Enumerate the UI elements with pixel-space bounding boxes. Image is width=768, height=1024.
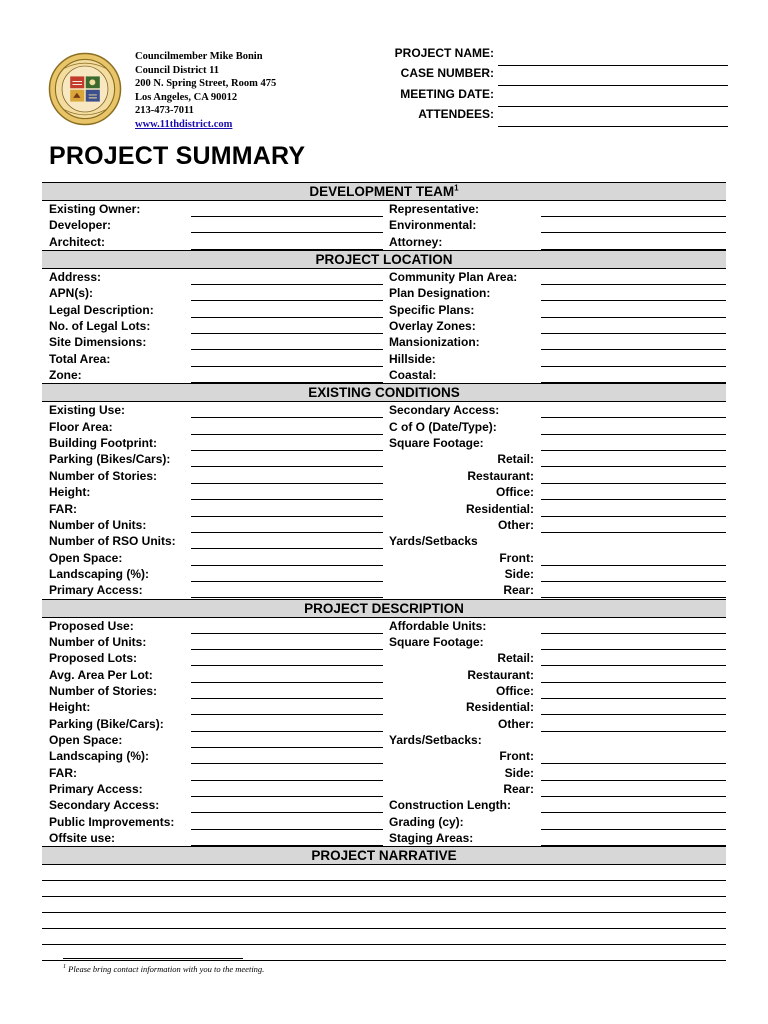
narrative-line[interactable] <box>42 944 726 945</box>
field-label-left: Site Dimensions: <box>49 335 147 350</box>
section-header <box>42 182 726 201</box>
field-label-right: Representative: <box>389 202 480 216</box>
field-label-left: Number of Stories: <box>49 468 158 483</box>
form-row <box>42 699 726 715</box>
footnote-mark: 1 <box>63 964 66 971</box>
form-row <box>42 650 726 666</box>
field-label-right: Environmental: <box>389 218 477 233</box>
section-title: EXISTING CONDITIONS <box>308 385 460 401</box>
field-label-left: FAR: <box>49 501 77 516</box>
form-row <box>42 830 726 846</box>
form-row <box>42 667 726 683</box>
attendees-row <box>380 105 728 125</box>
field-label-right: Other: <box>498 517 534 532</box>
field-label-left: Developer: <box>49 218 112 233</box>
form-row <box>42 217 726 233</box>
field-label-right: Front: <box>499 550 534 565</box>
field-label-left: Existing Owner: <box>49 202 141 216</box>
form-row <box>42 716 726 732</box>
footnote-ref: 1 <box>454 183 459 193</box>
section-rows <box>42 201 726 250</box>
field-label-left: Number of RSO Units: <box>49 534 176 549</box>
field-label-left: Address: <box>49 270 102 285</box>
field-label-left: Height: <box>49 485 91 500</box>
field-label-left: Primary Access: <box>49 782 143 796</box>
field-label-right: Restaurant: <box>467 468 534 483</box>
field-label-right: Affordable Units: <box>389 618 487 633</box>
office-phone: 213-473-7011 <box>135 105 194 116</box>
section-rows <box>42 618 726 847</box>
attendees-field[interactable] <box>498 126 728 127</box>
section-title: PROJECT DESCRIPTION <box>304 600 464 616</box>
narrative-line[interactable] <box>42 880 726 881</box>
field-label-right: Retail: <box>497 651 534 666</box>
field-label-left: Existing Use: <box>49 403 126 418</box>
footnote <box>63 964 264 974</box>
form-row <box>42 634 726 650</box>
form-row <box>42 419 726 435</box>
field-label-right: Yards/Setbacks <box>389 534 478 549</box>
form-row <box>42 318 726 334</box>
field-label-right: Square Footage: <box>389 634 484 649</box>
field-label-right: Community Plan Area: <box>389 270 518 285</box>
form-row <box>42 566 726 582</box>
field-label-left: Offsite use: <box>49 831 116 846</box>
narrative-line[interactable] <box>42 896 726 897</box>
field-label-left: Avg. Area Per Lot: <box>49 667 153 682</box>
field-label-right: Office: <box>495 485 534 500</box>
field-input-right[interactable] <box>541 597 726 598</box>
field-label-left: Secondary Access: <box>49 798 160 813</box>
website-link[interactable]: www.11thdistrict.com <box>135 118 233 130</box>
form-row <box>42 517 726 533</box>
form-row <box>42 550 726 566</box>
section-header <box>42 383 726 402</box>
field-label-left: Landscaping (%): <box>49 749 150 764</box>
form-row <box>42 484 726 500</box>
section-rows <box>42 402 726 598</box>
councilmember-name: Councilmember Mike Bonin <box>135 51 263 62</box>
narrative-line[interactable] <box>42 928 726 929</box>
field-label-right: Grading (cy): <box>389 814 464 829</box>
form-row <box>42 501 726 517</box>
field-label-left: Number of Units: <box>49 517 147 532</box>
form-row <box>42 582 726 598</box>
project-name-label: PROJECT NAME: <box>394 46 494 60</box>
field-label-right: Front: <box>499 749 534 764</box>
form-row <box>42 533 726 549</box>
form-row <box>42 269 726 285</box>
form-row <box>42 351 726 367</box>
form-row <box>42 435 726 451</box>
field-input-left[interactable] <box>191 845 383 846</box>
field-label-right: Restaurant: <box>467 667 534 682</box>
narrative-line[interactable] <box>42 912 726 913</box>
form-row <box>42 781 726 797</box>
attendees-label: ATTENDEES: <box>418 106 494 121</box>
section-header-narrative: PROJECT NARRATIVE <box>42 846 726 865</box>
field-label-right: Side: <box>504 566 534 581</box>
field-label-left: Public Improvements: <box>49 814 175 829</box>
field-label-right: Overlay Zones: <box>389 319 476 334</box>
field-label-right: Square Footage: <box>389 436 484 451</box>
field-label-left: Number of Stories: <box>49 683 158 698</box>
field-label-right: Residential: <box>465 501 534 516</box>
council-contact-block <box>135 50 276 131</box>
field-input-left[interactable] <box>191 382 383 383</box>
field-label-left: APN(s): <box>49 286 93 301</box>
form-row <box>42 367 726 383</box>
field-label-left: FAR: <box>49 765 77 780</box>
office-street: 200 N. Spring Street, Room 475 <box>135 78 277 89</box>
form-row <box>42 402 726 418</box>
section-rows <box>42 269 726 383</box>
field-label-right: Attorney: <box>389 234 443 249</box>
office-city: Los Angeles, CA 90012 <box>135 91 238 103</box>
field-label-right: Hillside: <box>389 351 436 366</box>
field-label-left: Building Footprint: <box>49 436 157 451</box>
field-label-right: Residential: <box>465 700 534 715</box>
field-label-right: Mansionization: <box>389 335 480 350</box>
form-row <box>42 814 726 830</box>
field-label-right: Rear: <box>503 583 534 598</box>
field-input-right[interactable] <box>541 845 726 846</box>
form-row <box>42 683 726 699</box>
field-label-left: Parking (Bike/Cars): <box>49 716 164 731</box>
field-label-right: Construction Length: <box>389 798 511 813</box>
meeting-date-label: MEETING DATE: <box>400 86 494 101</box>
field-label-left: Legal Description: <box>49 302 154 317</box>
field-label-left: Primary Access: <box>49 583 143 598</box>
field-label-right: Rear: <box>503 782 534 796</box>
form-row <box>42 748 726 764</box>
footnote-text: Please bring contact information with you to the meeting. <box>68 964 265 974</box>
field-label-left: Open Space: <box>49 550 123 565</box>
page-title: PROJECT SUMMARY <box>49 142 306 170</box>
form-row <box>42 451 726 467</box>
form-row <box>42 334 726 350</box>
project-name-row <box>380 44 728 64</box>
field-label-right: Side: <box>504 765 534 780</box>
case-number-row <box>380 64 728 84</box>
form-row <box>42 285 726 301</box>
field-label-right: Staging Areas: <box>389 831 474 846</box>
field-label-left: Landscaping (%): <box>49 566 150 581</box>
form-row <box>42 234 726 250</box>
field-label-left: Architect: <box>49 234 106 249</box>
field-label-right: Yards/Setbacks: <box>389 732 482 747</box>
section-title: DEVELOPMENT TEAM <box>309 184 455 199</box>
field-label-left: Height: <box>49 700 91 715</box>
project-summary-form <box>42 182 726 975</box>
field-label-left: Parking (Bikes/Cars): <box>49 452 171 467</box>
council-district: Council District 11 <box>135 64 219 76</box>
field-label-right: C of O (Date/Type): <box>389 419 497 434</box>
section-title: PROJECT LOCATION <box>315 252 453 268</box>
field-label-left: Number of Units: <box>49 634 147 649</box>
form-row <box>42 797 726 813</box>
field-label-right: Office: <box>495 683 534 698</box>
field-label-right: Coastal: <box>389 368 437 383</box>
field-label-right: Specific Plans: <box>389 302 475 317</box>
city-seal-logo <box>48 52 122 126</box>
field-input-left[interactable] <box>191 249 383 250</box>
field-label-left: Floor Area: <box>49 419 113 434</box>
footnote-rule <box>63 958 243 959</box>
section-header <box>42 250 726 269</box>
field-label-left: Total Area: <box>49 351 111 366</box>
case-number-label: CASE NUMBER: <box>400 66 494 81</box>
field-input-right[interactable] <box>541 249 726 250</box>
field-label-right: Plan Designation: <box>389 286 491 301</box>
meeting-date-row <box>380 85 728 105</box>
section-header <box>42 599 726 618</box>
field-label-right: Secondary Access: <box>389 403 500 418</box>
field-label-left: Open Space: <box>49 732 123 747</box>
form-row <box>42 302 726 318</box>
narrative-line[interactable] <box>42 960 726 961</box>
form-row <box>42 618 726 634</box>
form-row <box>42 765 726 781</box>
field-label-left: Zone: <box>49 368 82 383</box>
field-label-right: Other: <box>498 716 534 731</box>
field-input-right[interactable] <box>541 382 726 383</box>
form-row <box>42 201 726 217</box>
field-label-left: No. of Legal Lots: <box>49 319 151 334</box>
form-row <box>42 732 726 748</box>
field-label-left: Proposed Use: <box>49 618 134 633</box>
form-row <box>42 468 726 484</box>
project-header-fields <box>380 44 728 125</box>
field-input-left[interactable] <box>191 597 383 598</box>
field-label-left: Proposed Lots: <box>49 651 138 666</box>
field-label-right: Retail: <box>497 452 534 467</box>
